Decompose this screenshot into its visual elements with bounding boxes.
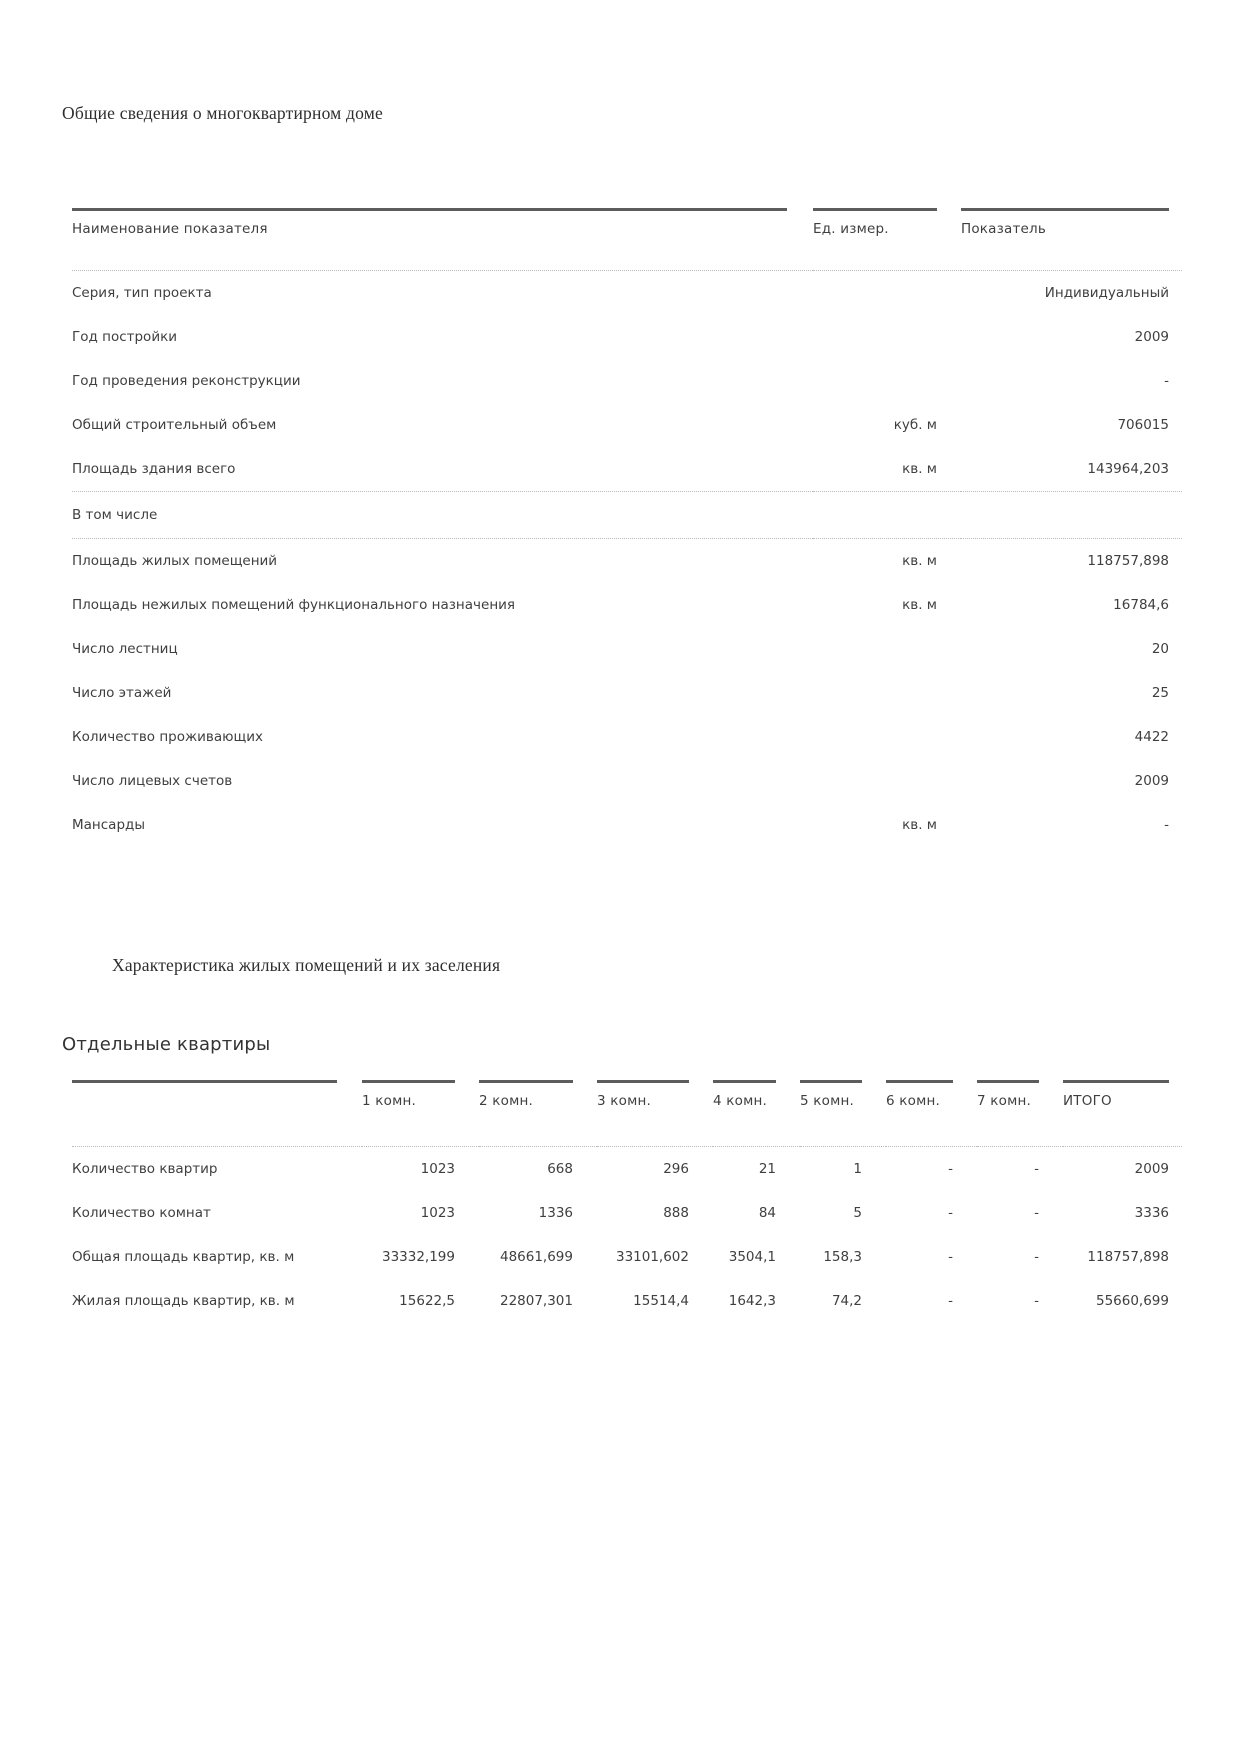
- metric-value: -: [948, 1161, 953, 1177]
- indicator-value: -: [1164, 817, 1169, 833]
- apartment-row: [72, 1279, 1182, 1323]
- metric-value: -: [948, 1249, 953, 1265]
- column-header-2-room: [479, 1080, 597, 1147]
- metric-total: 55660,699: [1095, 1293, 1169, 1309]
- apartments-table: [72, 1080, 1182, 1323]
- column-divider: [1063, 1080, 1169, 1083]
- table-row: [72, 271, 1182, 315]
- section-label: В том числе: [72, 492, 1182, 539]
- indicator-unit: [813, 315, 961, 359]
- metric-value: 1336: [538, 1205, 573, 1221]
- metric-value: 48661,699: [499, 1249, 573, 1265]
- indicator-value: -: [1164, 373, 1169, 389]
- indicator-unit: кв. м: [902, 553, 937, 569]
- metric-value: 1023: [420, 1161, 455, 1177]
- column-header-label: Показатель: [961, 221, 1047, 237]
- column-header-4-room: [713, 1080, 800, 1147]
- column-divider: [977, 1080, 1039, 1083]
- metric-value: 296: [663, 1161, 689, 1177]
- metric-total: 118757,898: [1087, 1249, 1169, 1265]
- indicator-name: Площадь здания всего: [72, 461, 236, 477]
- indicator-name: Площадь жилых помещений: [72, 553, 278, 569]
- column-header-value: [961, 208, 1182, 271]
- indicator-unit: кв. м: [902, 817, 937, 833]
- column-header-label: 6 комн.: [886, 1093, 940, 1109]
- column-header-label: Наименование показателя: [72, 221, 268, 237]
- column-header-1-room: [362, 1080, 479, 1147]
- column-divider: [713, 1080, 776, 1083]
- column-header-label: 2 комн.: [479, 1093, 533, 1109]
- metric-value: -: [948, 1205, 953, 1221]
- indicator-unit: [813, 759, 961, 803]
- indicator-unit: [813, 359, 961, 403]
- column-header-name: [72, 208, 813, 271]
- table-row: [72, 539, 1182, 584]
- table-row: [72, 671, 1182, 715]
- section-row: [72, 492, 1182, 539]
- indicator-value: 25: [1151, 685, 1169, 701]
- metric-name: Количество комнат: [72, 1205, 211, 1221]
- general-info-table: [72, 208, 1182, 847]
- indicator-value: 143964,203: [1087, 461, 1169, 477]
- column-header-label: 5 комн.: [800, 1093, 854, 1109]
- table-row: [72, 627, 1182, 671]
- metric-name: Жилая площадь квартир, кв. м: [72, 1293, 295, 1309]
- metric-value: 668: [547, 1161, 573, 1177]
- table-row: [72, 803, 1182, 847]
- page-title: Общие сведения о многоквартирном доме: [62, 103, 383, 123]
- indicator-name: Год постройки: [72, 329, 178, 345]
- table-row: [72, 359, 1182, 403]
- indicator-name: Серия, тип проекта: [72, 285, 212, 301]
- indicator-value: 706015: [1117, 417, 1169, 433]
- metric-name: Количество квартир: [72, 1161, 218, 1177]
- column-header-label: 7 комн.: [977, 1093, 1031, 1109]
- column-header-label: Ед. измер.: [813, 221, 889, 237]
- indicator-value: 118757,898: [1087, 553, 1169, 569]
- indicator-name: Площадь нежилых помещений функционального назначения: [72, 597, 516, 613]
- metric-value: 84: [758, 1205, 776, 1221]
- metric-value: -: [1034, 1293, 1039, 1309]
- subsection-title: Отдельные квартиры: [62, 1034, 271, 1055]
- indicator-name: Мансарды: [72, 817, 146, 833]
- indicator-name: Число лицевых счетов: [72, 773, 233, 789]
- indicator-value: Индивидуальный: [1044, 285, 1169, 301]
- column-header-total: [1063, 1080, 1182, 1147]
- table-row: [72, 315, 1182, 359]
- metric-value: 22807,301: [499, 1293, 573, 1309]
- indicator-unit: [813, 671, 961, 715]
- column-divider: [362, 1080, 455, 1083]
- indicator-unit: куб. м: [893, 417, 937, 433]
- section-title: Характеристика жилых помещений и их заселения: [112, 955, 501, 975]
- metric-value: 1642,3: [728, 1293, 776, 1309]
- indicator-unit: [813, 627, 961, 671]
- indicator-name: Число этажей: [72, 685, 172, 701]
- metric-total: 2009: [1134, 1161, 1169, 1177]
- metric-value: 15514,4: [633, 1293, 689, 1309]
- metric-value: -: [1034, 1249, 1039, 1265]
- column-divider: [886, 1080, 953, 1083]
- header-row: [72, 208, 1182, 271]
- metric-value: 15622,5: [399, 1293, 455, 1309]
- table-row: [72, 715, 1182, 759]
- metric-value: 1: [853, 1161, 862, 1177]
- column-header-label: 1 комн.: [362, 1093, 416, 1109]
- apartment-row: [72, 1191, 1182, 1235]
- metric-name: Общая площадь квартир, кв. м: [72, 1249, 295, 1265]
- indicator-value: 2009: [1134, 773, 1169, 789]
- column-header-metric: [72, 1080, 362, 1147]
- indicator-name: Год проведения реконструкции: [72, 373, 301, 389]
- metric-value: 33332,199: [381, 1249, 455, 1265]
- indicator-value: 16784,6: [1113, 597, 1169, 613]
- column-header-label: 3 комн.: [597, 1093, 651, 1109]
- table-row: [72, 403, 1182, 447]
- column-divider: [800, 1080, 862, 1083]
- apartment-row: [72, 1235, 1182, 1279]
- column-header-label: 4 комн.: [713, 1093, 767, 1109]
- column-header-5-room: [800, 1080, 886, 1147]
- column-divider: [72, 208, 787, 211]
- column-divider: [72, 1080, 337, 1083]
- indicator-unit: кв. м: [902, 597, 937, 613]
- metric-value: 74,2: [831, 1293, 862, 1309]
- metric-value: 1023: [420, 1205, 455, 1221]
- metric-value: -: [1034, 1161, 1039, 1177]
- metric-value: 158,3: [823, 1249, 862, 1265]
- table-row: [72, 447, 1182, 492]
- indicator-value: 20: [1151, 641, 1169, 657]
- indicator-name: Общий строительный объем: [72, 417, 277, 433]
- apartment-row: [72, 1147, 1182, 1191]
- indicator-value: 4422: [1134, 729, 1169, 745]
- column-divider: [961, 208, 1169, 211]
- column-divider: [813, 208, 937, 211]
- column-header-3-room: [597, 1080, 713, 1147]
- metric-value: 888: [663, 1205, 689, 1221]
- column-header-6-room: [886, 1080, 977, 1147]
- table-row: [72, 759, 1182, 803]
- column-divider: [479, 1080, 573, 1083]
- column-header-7-room: [977, 1080, 1063, 1147]
- metric-value: 3504,1: [728, 1249, 776, 1265]
- metric-value: -: [948, 1293, 953, 1309]
- indicator-name: Количество проживающих: [72, 729, 263, 745]
- column-header-unit: [813, 208, 961, 271]
- indicator-unit: [813, 715, 961, 759]
- metric-value: 33101,602: [615, 1249, 689, 1265]
- table-row: [72, 583, 1182, 627]
- indicator-unit: [813, 271, 961, 315]
- header-row: [72, 1080, 1182, 1147]
- metric-value: -: [1034, 1205, 1039, 1221]
- indicator-unit: кв. м: [902, 461, 937, 477]
- column-header-label: ИТОГО: [1063, 1093, 1112, 1109]
- metric-value: 21: [758, 1161, 776, 1177]
- metric-total: 3336: [1134, 1205, 1169, 1221]
- indicator-name: Число лестниц: [72, 641, 178, 657]
- column-divider: [597, 1080, 689, 1083]
- metric-value: 5: [853, 1205, 862, 1221]
- indicator-value: 2009: [1134, 329, 1169, 345]
